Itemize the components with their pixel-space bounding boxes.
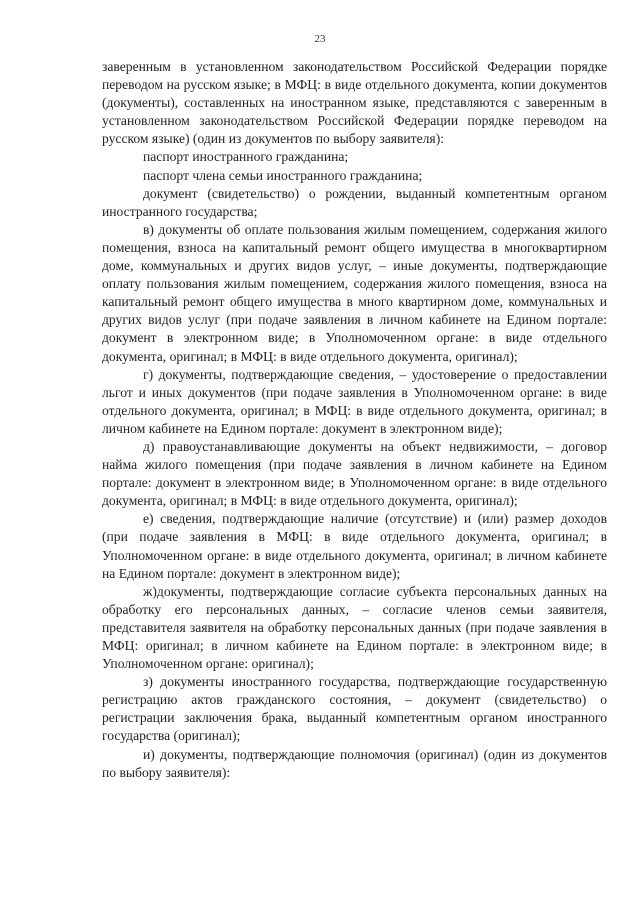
paragraph: и) документы, подтверждающие полномочия (оригинал) (один из документов по выбору заявителя):: [102, 746, 607, 780]
document-body: [102, 58, 607, 782]
paragraph: заверенным в установленном законодательством Российской Федерации порядке переводом на русском языке; в МФЦ: в виде отдельного документа, копии документов (документы), составленных на иностранном языке, представляются с заверенным в установленном законодательством Российской Федерации порядке переводом на русском языке) (один из документов по выбору заявителя):: [102, 59, 607, 147]
paragraph: в) документы об оплате пользования жилым помещением, содержания жилого помещения, взноса на капитальный ремонт общего имущества в многоквартирном доме, коммунальных и других видов услуг, – иные документы, подтверждающие оплату пользования жилым помещением, содержания жилого помещения, взноса на капитальный ремонт общего имущества в много квартирном доме, коммунальных и других видов услуг (при подаче заявления в личном кабинете на Едином портале: документ в электронном виде; в Уполномоченном органе: в виде отдельного документа, оригинал; в МФЦ: в виде отдельного документа, оригинал);: [102, 221, 607, 364]
paragraph: д) правоустанавливающие документы на объект недвижимости, – договор найма жилого помещения (при подаче заявления в личном кабинете на Едином портале: документ в электронном виде; в Уполномоченном органе: в виде отдельного документа, оригинал; в МФЦ: в виде отдельного документа, оригинал);: [102, 438, 607, 509]
paragraph: паспорт иностранного гражданина;: [143, 149, 349, 165]
paragraph: ж)документы, подтверждающие согласие субъекта персональных данных на обработку его персональных данных, – согласие членов семьи заявителя, представителя заявителя на обработку персональных данных (при подаче заявления в МФЦ: оригинал; в личном кабинете на Едином портале: в электронном виде; в Уполномоченном органе: оригинал);: [102, 583, 607, 672]
paragraph: з) документы иностранного государства, подтверждающие государственную регистрацию актов гражданского состояния, – документ (свидетельство) о регистрации заключения брака, выданный компетентным органом иностранного государства (оригинал);: [102, 674, 607, 744]
page-number: 23: [314, 33, 326, 45]
paragraph: документ (свидетельство) о рождении, выданный компетентным органом иностранного государства;: [102, 185, 607, 219]
paragraph: паспорт члена семьи иностранного гражданина;: [143, 167, 423, 183]
paragraph: г) документы, подтверждающие сведения, – удостоверение о предоставлении льгот и иных документов (при подаче заявления в Уполномоченном органе: в виде отдельного документа, оригинал; в МФЦ: в виде отдельного документа, оригинал; в личном кабинете на Едином портале: документ в электронном виде);: [102, 366, 607, 436]
paragraph: е) сведения, подтверждающие наличие (отсутствие) и (или) размер доходов (при подаче заявления в МФЦ: в виде отдельного документа, оригинал; в Уполномоченном органе: в виде отдельного документа, оригинал; в личном кабинете на Едином портале: документ в электронном виде);: [102, 511, 607, 581]
